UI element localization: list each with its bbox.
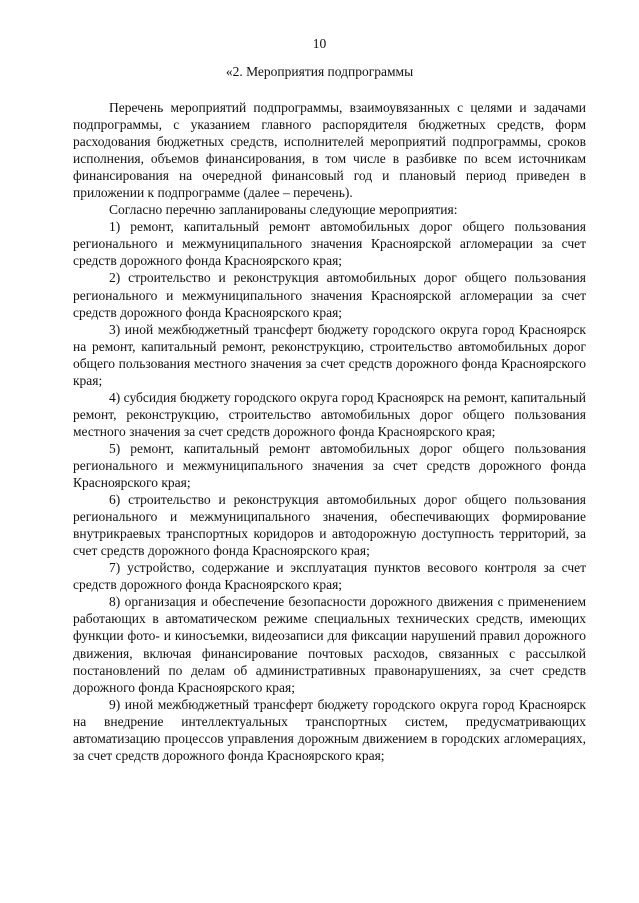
measure-item-5: 5) ремонт, капитальный ремонт автомобильных дорог общего пользования регионального и межмуниципального значения за счет средств дорожного фонда Красноярского края; xyxy=(73,440,586,491)
measure-item-1: 1) ремонт, капитальный ремонт автомобильных дорог общего пользования регионального и межмуниципального значения Красноярской агломерации за счет средств дорожного фонда Красноярского края; xyxy=(73,219,586,269)
list-lead-paragraph: Согласно перечню запланированы следующие мероприятия: xyxy=(109,202,458,218)
measure-item-9: 9) иной межбюджетный трансферт бюджету городского округа город Красноярск на внедрение интеллектуальных транспортных систем, предусматривающих автоматизацию процессов управления дорожным движением в городских агломерациях, за счет средств дорожного фонда Красноярского края; xyxy=(73,696,586,763)
measure-item-6: 6) строительство и реконструкция автомобильных дорог общего пользования регионального и межмуниципального значения, обеспечивающих формирование внутрикраевых транспортных коридоров и автодорожную доступность территорий, за счет средств дорожного фонда Красноярского края; xyxy=(73,492,586,559)
measure-item-2: 2) строительство и реконструкция автомобильных дорог общего пользования регионального и межмуниципального значения Красноярской агломерации за счет средств дорожного фонда Красноярского края; xyxy=(73,270,586,320)
measure-item-7: 7) устройство, содержание и эксплуатация пунктов весового контроля за счет средств дорожного фонда Красноярского края; xyxy=(73,560,586,593)
measure-item-4: 4) субсидия бюджету городского округа город Красноярск на ремонт, капитальный ремонт, реконструкцию, строительство автомобильных дорог общего пользования местного значения за счет средств дорожного фонда Красноярского края; xyxy=(73,389,586,439)
measure-item-8: 8) организация и обеспечение безопасности дорожного движения с применением работающих в автоматическом режиме специальных технических средств, имеющих функции фото- и киносъемки, видеозаписи для фиксации нарушений правил дорожного движения, включая финансирование почтовых расходов, связанных с рассылкой постановлений по делам об административных правонарушениях, за счет средств дорожного фонда Красноярского края; xyxy=(73,594,586,695)
measure-item-3: 3) иной межбюджетный трансферт бюджету городского округа город Красноярск на ремонт, капитальный ремонт, реконструкцию, строительство автомобильных дорог общего пользования местного значения за счет средств дорожного фонда Красноярского края; xyxy=(73,321,586,388)
intro-paragraph: Перечень мероприятий подпрограммы, взаимоувязанных с целями и задачами подпрограммы, с указанием главного распорядителя бюджетных средств, форм расходования бюджетных средств, исполнителей мероприятий подпрограммы, сроков исполнения, объемов финансирования, в том числе в разбивке по всем источникам финансирования на очередной финансовый год и плановый период приведен в приложении к подпрограмме (далее – перечень). xyxy=(73,100,586,201)
section-title: «2. Мероприятия подпрограммы xyxy=(225,64,414,79)
document-body xyxy=(73,99,586,764)
page-number: 10 xyxy=(312,36,327,51)
